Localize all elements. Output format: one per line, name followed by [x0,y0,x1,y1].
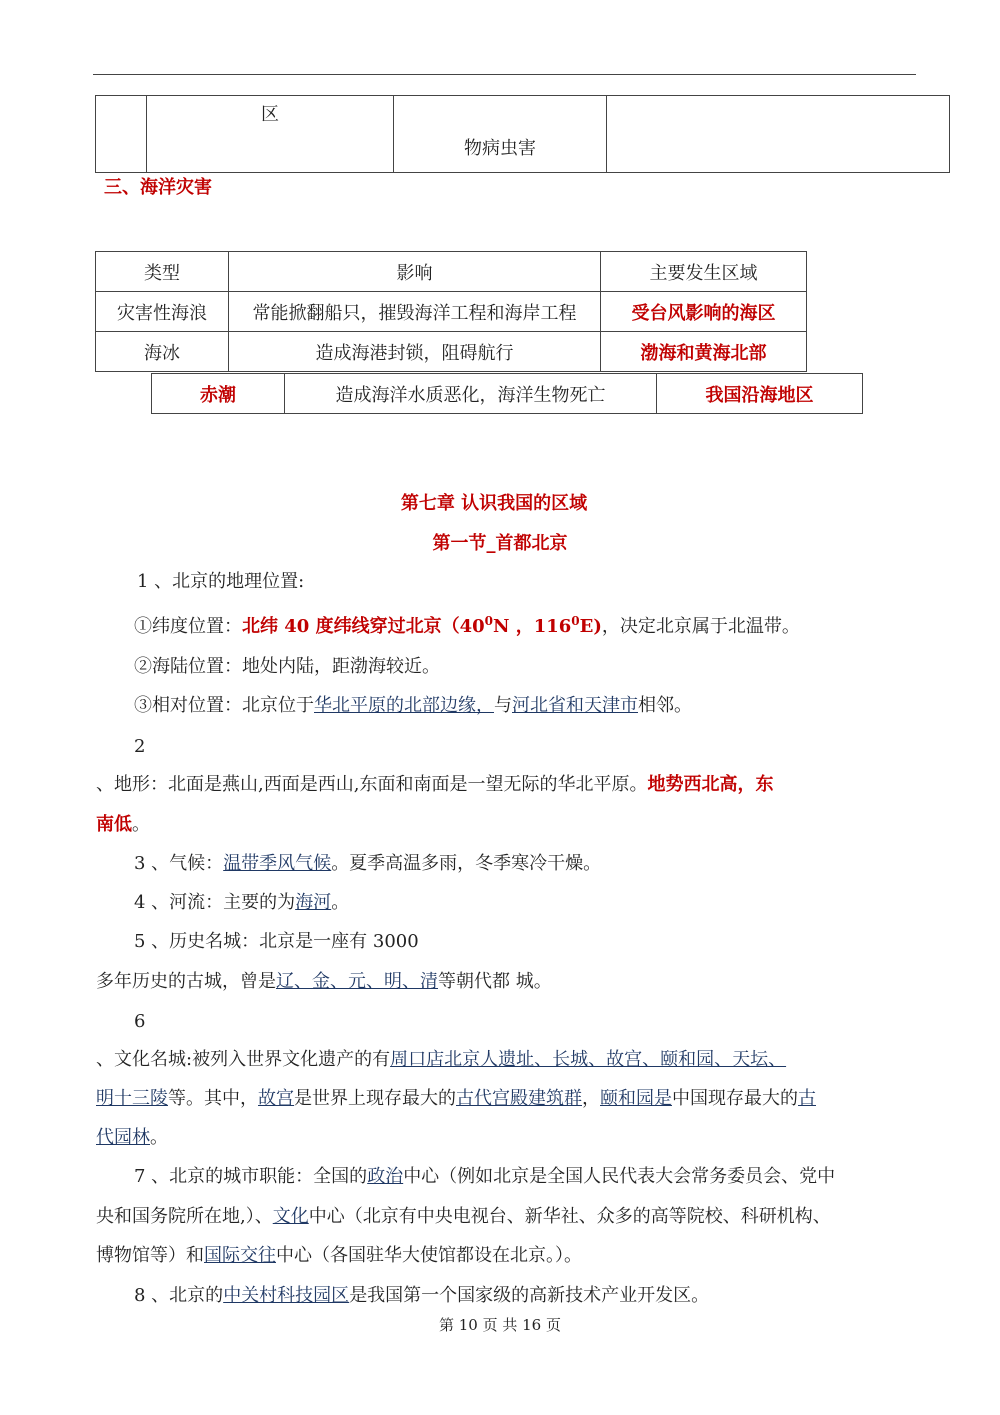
para-1b: ②海陆位置：地处内陆，距渤海较近。 [134,656,440,677]
cell-impact: 造成海洋水质恶化，海洋生物死亡 [285,374,657,414]
header-type: 类型 [96,252,229,292]
cell-type: 赤潮 [152,374,285,414]
para-5-cont: 多年历史的古城，曾是辽、金、元、明、清等朝代都 城。 [96,971,552,992]
cell-impact: 造成海港封锁，阻碍航行 [229,332,601,372]
header-rule [93,74,916,75]
prev-table [95,95,950,173]
para-8: 8 、北京的中关村科技园区是我国第一个国家级的高新技术产业开发区。 [134,1285,710,1306]
cell-impact: 常能掀翻船只，摧毁海洋工程和海岸工程 [229,292,601,332]
para-6-cont: 明十三陵等。其中，故宫是世界上现存最大的古代宫殿建筑群，颐和园是中国现存最大的古 [96,1088,816,1109]
para-4: 4 、河流：主要的为海河。 [134,892,350,913]
cell-region: 我国沿海地区 [657,374,863,414]
para-2-number: 2 [134,736,146,757]
para-1c: ③相对位置：北京位于华北平原的北部边缘，与河北省和天津市相邻。 [134,695,692,716]
chapter-title: 第七章 认识我国的区域 [400,493,588,514]
section-heading: 三、海洋灾害 [104,177,212,198]
prev-table-cell-mid: 物病虫害 [394,96,607,173]
marine-hazard-table [95,251,807,372]
para-1a: ①纬度位置：北纬 40 度纬线穿过北京（$40^0N$ ，$116^0E$)，决定北京属于北温带。 [134,614,800,637]
para-6-cont2: 代园林。 [96,1127,168,1148]
para-1: 1 、北京的地理位置: [137,571,305,592]
cell-region: 受台风影响的海区 [601,292,807,332]
section-subtitle: 第一节_首都北京 [432,533,568,554]
para-7-cont2: 博物馆等）和国际交往中心（各国驻华大使馆都设在北京。）。 [96,1245,582,1266]
cell-type: 海冰 [96,332,229,372]
para-2-cont: 南低。 [96,814,150,835]
header-impact: 影响 [229,252,601,292]
cell-type: 灾害性海浪 [96,292,229,332]
table-row [96,332,807,372]
prev-table-cell-right [607,96,950,173]
para-2: 、地形：北面是燕山,西面是西山,东面和南面是一望无际的华北平原。地势西北高，东 [96,774,774,795]
para-5: 5 、历史名城：北京是一座有 3000 [134,931,419,952]
para-3: 3 、气候：温带季风气候。夏季高温多雨，冬季寒冷干燥。 [134,853,602,874]
cell-region: 渤海和黄海北部 [601,332,807,372]
para-7-cont: 央和国务院所在地,）、文化中心（北京有中央电视台、新华社、众多的高等院校、科研机构、 [96,1206,831,1227]
prev-table-empty [96,96,147,173]
marine-hazard-table-row3 [151,373,863,414]
para-6: 、文化名城:被列入世界文化遗产的有周口店北京人遗址、长城、故宫、颐和园、天坛、 [96,1049,787,1070]
page-footer: 第 10 页 共 16 页 [438,1316,561,1334]
para-6-number: 6 [134,1011,146,1032]
header-region: 主要发生区域 [601,252,807,292]
prev-table-cell-left: 区 [147,96,394,173]
table-row [96,292,807,332]
table-row [152,374,863,414]
para-7: 7 、北京的城市职能：全国的政治中心（例如北京是全国人民代表大会常务委员会、党中 [134,1166,836,1187]
